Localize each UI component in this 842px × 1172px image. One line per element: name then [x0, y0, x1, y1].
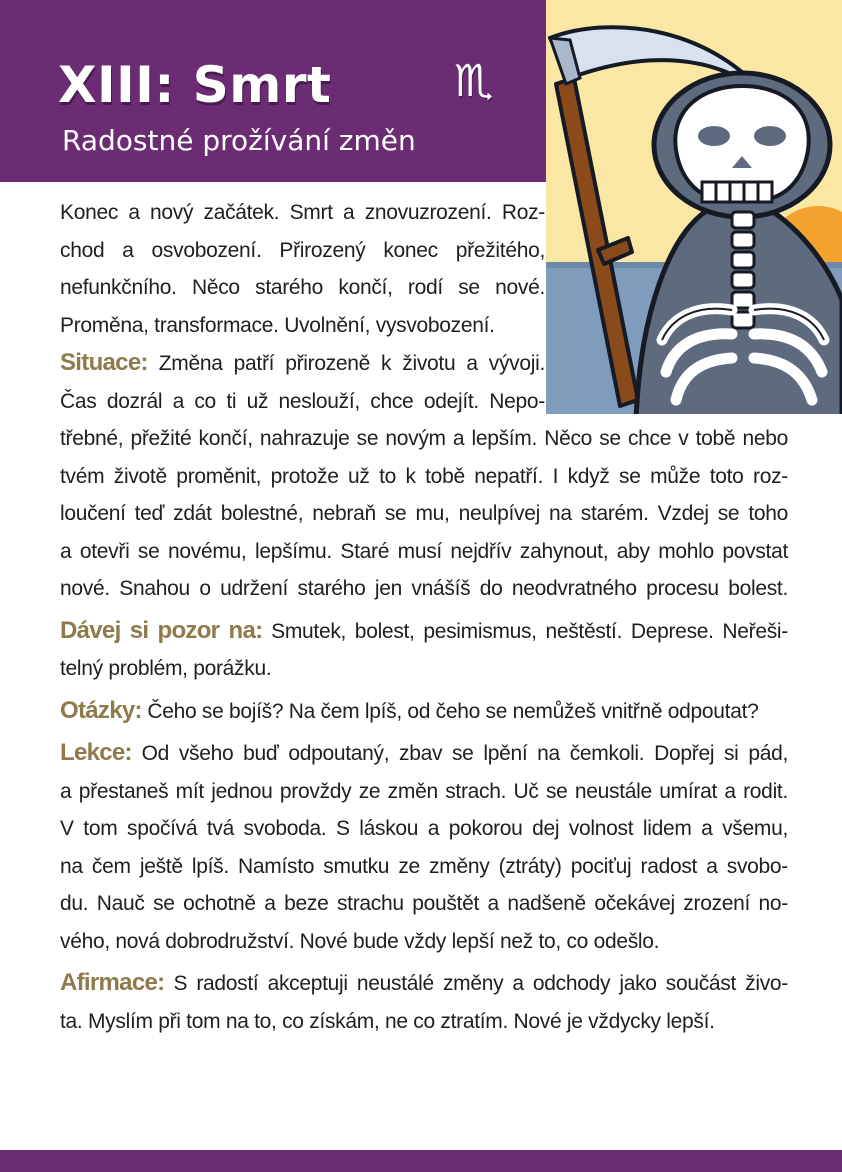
- lekce-line: du. Nauč se ochotně a beze strachu pouštět a nadšeně očekávej zrození no-: [60, 892, 788, 915]
- situace-label: Situace:: [60, 349, 148, 376]
- lekce-line: [60, 734, 788, 773]
- situace-line: nové. Snahou o udržení starého jen vnášíš do neodvratného procesu bolest.: [60, 577, 788, 600]
- pozor-line: telný problém, porážku.: [60, 657, 272, 680]
- lekce-line: a přestaneš mít jednou provždy ze změn strach. Uč se neustále umírat a rodit.: [60, 779, 788, 803]
- afirmace-line: ta. Myslím při tom na to, co získám, ne co ztratím. Nové je vždycky lepší.: [60, 1009, 715, 1033]
- scorpio-symbol-icon: ♏: [454, 56, 494, 107]
- situace-line: tvém životě proměnit, protože už to k tobě nepatří. I když se může toto roz-: [60, 464, 788, 488]
- situace-text: Změna patří přirozeně k životu a vývoji.: [147, 352, 545, 375]
- afirmace-line: [60, 964, 788, 1003]
- pozor-label: Dávej si pozor na:: [60, 616, 263, 644]
- otazky-line: [60, 692, 788, 731]
- otazky-label: Otázky:: [60, 696, 142, 724]
- card-title: XIII: Smrt: [58, 56, 332, 114]
- lekce-line: V tom spočívá tvá svoboda. S láskou a pokorou dej volnost lidem a všemu,: [60, 817, 788, 840]
- intro-line: nefunkčního. Něco starého končí, rodí se nové.: [60, 276, 545, 299]
- afirmace-text: S radostí akceptuji neustálé změny a odchody jako součást živo-: [164, 972, 788, 995]
- lekce-text: Od všeho buď odpoutaný, zbav se lpění na čemkoli. Dopřej si pád,: [131, 742, 788, 765]
- situace-line: loučení teď zdát bolestné, nebraň se mu, neulpívej na starém. Vzdej se toho: [60, 502, 788, 525]
- otazky-text: Čeho se bojíš? Na čem lpíš, od čeho se nemůžeš vnitřně odpoutat?: [141, 699, 759, 723]
- title-banner: [0, 0, 546, 182]
- pozor-text: Smutek, bolest, pesimismus, neštěstí. Deprese. Neřeši-: [262, 619, 788, 643]
- situace-line: [60, 344, 545, 383]
- situace-line: Čas dozrál a co ti už neslouží, chce odejít. Nepo-: [60, 389, 545, 413]
- intro-line: chod a osvobození. Přirozený konec přežitého,: [60, 238, 545, 262]
- afirmace-label: Afirmace:: [60, 969, 165, 996]
- card-subtitle: Radostné prožívání změn: [62, 124, 416, 157]
- situace-line: a otevři se novému, lepšímu. Staré musí nejdřív zahynout, aby mohlo povstat: [60, 539, 788, 563]
- lekce-label: Lekce:: [60, 739, 132, 766]
- intro-line: Proměna, transformace. Uvolnění, vysvobození.: [60, 313, 495, 337]
- intro-line: Konec a nový začátek. Smrt a znovuzrození. Roz-: [60, 201, 545, 224]
- situace-line: třebné, přežité končí, nahrazuje se novým a lepším. Něco se chce v tobě nebo: [60, 427, 788, 450]
- pozor-line: [60, 612, 788, 651]
- lekce-line: na čem ještě lpíš. Namísto smutku ze změny (ztráty) pociťuj radost a svobo-: [60, 854, 788, 878]
- lekce-line: vého, nová dobrodružství. Nové bude vždy lepší než to, co odešlo.: [60, 929, 660, 953]
- footer-band: [0, 1150, 842, 1172]
- card-text: [60, 194, 788, 1040]
